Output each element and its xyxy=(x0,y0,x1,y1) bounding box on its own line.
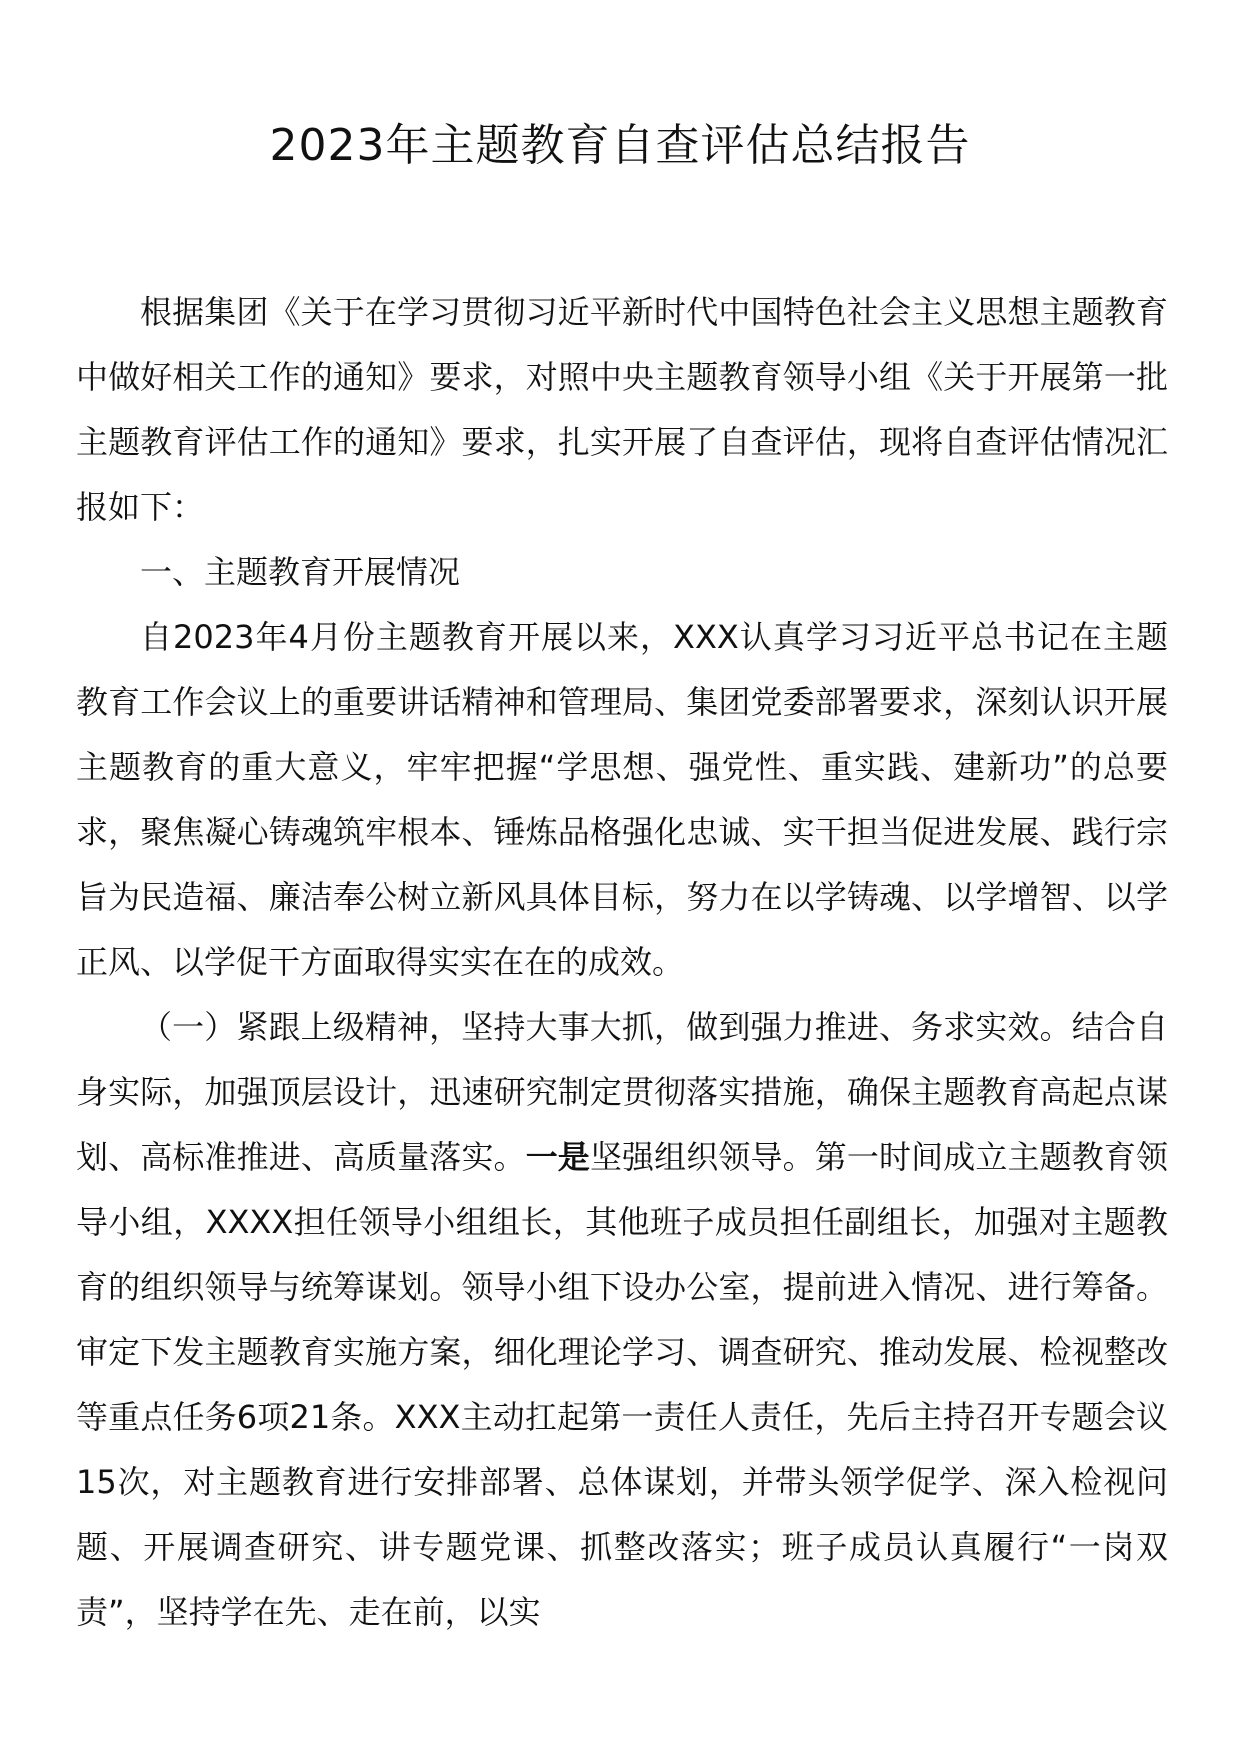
subsection-paragraph xyxy=(76,995,1168,1645)
subsection-bold-lead: 一是 xyxy=(525,1138,590,1176)
section-heading: 一、主题教育开展情况 xyxy=(140,553,461,591)
section-paragraph: 自2023年4月份主题教育开展以来，XXX认真学习习近平总书记在主题教育工作会议上的重要讲话精神和管理局、集团党委部署要求，深刻认识开展主题教育的重大意义，牢牢把握“学思想、强党性、重实践、建新功”的总要求，聚焦凝心铸魂筑牢根本、锤炼品格强化忠诚、实干担当促进发展、践行宗旨为民造福、廉洁奉公树立新风具体目标，努力在以学铸魂、以学增智、以学正风、以学促干方面取得实实在在的成效。 xyxy=(76,618,1168,981)
subsection-text-part1: （一）紧跟上级精神，坚持大事大抓，做到强力推进、务求实效。结合自身实际，加强顶层设计，迅速研究制定贯彻落实措施，确保主题教育高起点谋划、高标准推进、高质量落实。 xyxy=(76,1008,1168,1176)
document-body xyxy=(76,280,1168,1645)
intro-paragraph: 根据集团《关于在学习贯彻习近平新时代中国特色社会主义思想主题教育中做好相关工作的通知》要求，对照中央主题教育领导小组《关于开展第一批主题教育评估工作的通知》要求，扎实开展了自查评估，现将自查评估情况汇报如下： xyxy=(76,293,1168,526)
document-title: 2023年主题教育自查评估总结报告 xyxy=(269,120,971,171)
subsection-text-part2: 坚强组织领导。第一时间成立主题教育领导小组，XXXX担任领导小组组长，其他班子成员担任副组长，加强对主题教育的组织领导与统筹谋划。领导小组下设办公室，提前进入情况、进行筹备。审定下发主题教育实施方案，细化理论学习、调查研究、推动发展、检视整改等重点任务6项21条。XXX主动扛起第一责任人责任，先后主持召开专题会议15次，对主题教育进行安排部署、总体谋划，并带头领学促学、深入检视问题、开展调查研究、讲专题党课、抓整改落实；班子成员认真履行“一岗双责”，坚持学在先、走在前，以实 xyxy=(76,1138,1168,1631)
